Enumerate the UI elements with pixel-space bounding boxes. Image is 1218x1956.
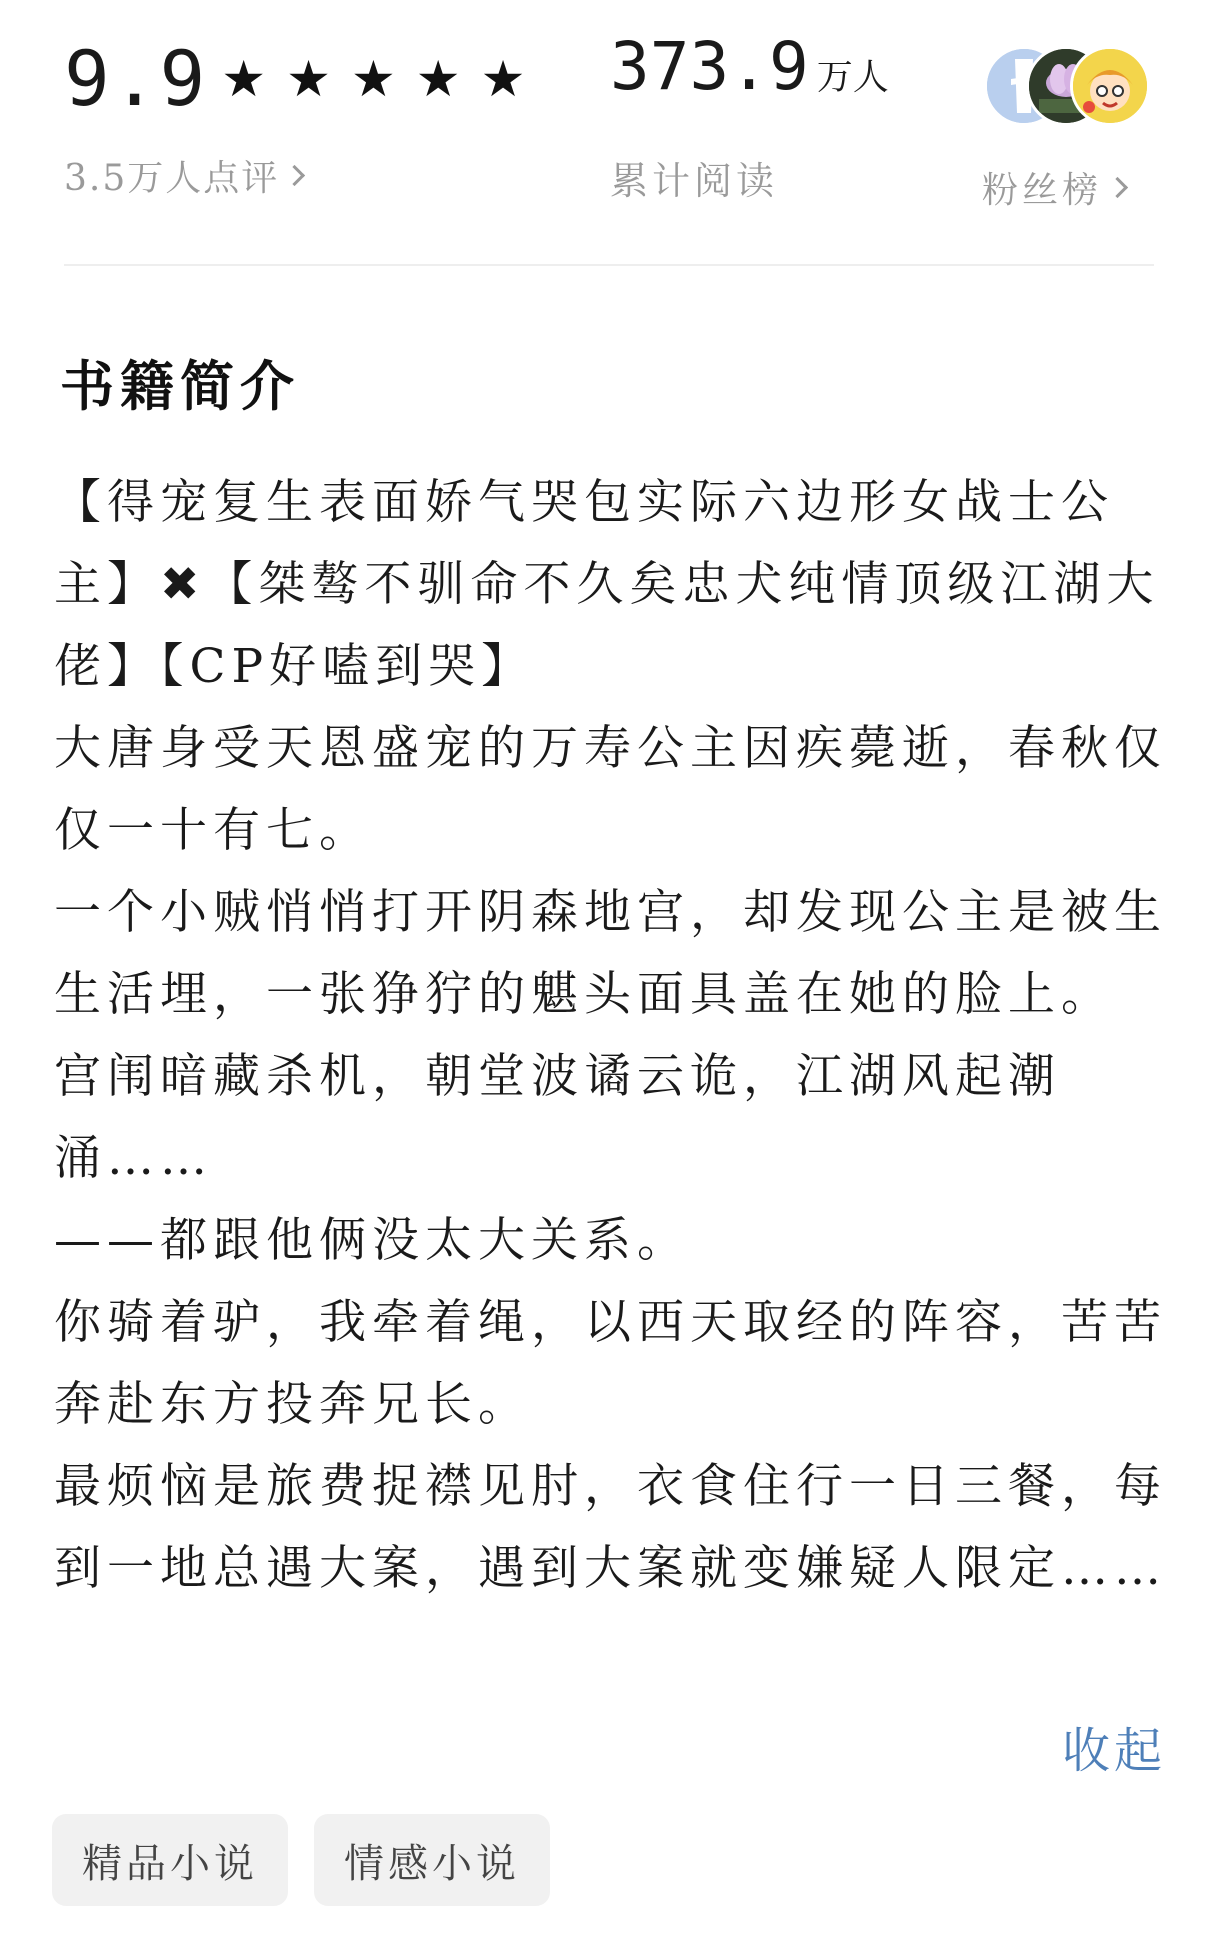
reads-label: 累计阅读 (610, 159, 779, 203)
review-count-link[interactable] (64, 150, 525, 201)
reads-value: 373.9 (610, 28, 809, 105)
star-icon: ★ (286, 50, 331, 108)
intro-paragraph: 【得宠复生表面娇气哭包实际六边形女战士公主】✖【桀骜不驯命不久矣忠犬纯情顶级江湖大佬】【CP好嗑到哭】 (54, 475, 1160, 694)
rating-stat[interactable] (64, 34, 525, 201)
rating-line (64, 34, 525, 124)
intro-paragraph: ——都跟他俩没太大关系。 (54, 1213, 690, 1268)
reads-stat (610, 28, 889, 205)
intro-title: 书籍简介 (60, 354, 300, 418)
star-icon: ★ (221, 50, 267, 108)
avatar (1070, 46, 1150, 126)
rating-score: 9.9 (64, 34, 208, 123)
tag-chip[interactable]: 情感小说 (314, 1814, 550, 1906)
intro-paragraph: 你骑着驴，我牵着绳，以西天取经的阵容，苦苦奔赴东方投奔兄长。 (54, 1295, 1167, 1432)
intro-paragraph: 一个小贼悄悄打开阴森地宫，却发现公主是被生生活埋，一张狰狞的魌头面具盖在她的脸上。 (54, 885, 1167, 1022)
tag-list (52, 1814, 550, 1906)
collapse-button[interactable]: 收起 (1062, 1723, 1167, 1779)
chevron-right-icon (284, 165, 305, 186)
intro-text (54, 462, 1174, 1610)
intro-paragraph: 最烦恼是旅费捉襟见肘，衣食住行一日三餐，每到一地总遇大案，遇到大案就变嫌疑人限定…… (54, 1459, 1167, 1596)
fan-avatars (964, 42, 1154, 122)
tag-chip[interactable]: 精品小说 (52, 1814, 288, 1906)
fans-label: 粉丝榜 (982, 170, 1103, 211)
star-icon: ★ (415, 50, 461, 108)
star-icon: ★ (480, 50, 526, 108)
intro-paragraph: 大唐身受天恩盛宠的万寿公主因疾薨逝，春秋仅仅一十有七。 (54, 721, 1167, 858)
fans-link[interactable] (982, 162, 1154, 213)
reads-unit: 万人 (816, 57, 889, 98)
book-stats-row (64, 28, 1154, 211)
reads-line (610, 28, 889, 124)
fans-ranking[interactable] (964, 42, 1154, 213)
rating-stars (221, 50, 526, 108)
review-count: 3.5万人点评 (64, 158, 280, 199)
intro-paragraph: 宫闱暗藏杀机，朝堂波谲云诡，江湖风起潮涌…… (54, 1049, 1061, 1186)
chevron-right-icon (1107, 177, 1128, 198)
star-icon: ★ (350, 50, 396, 108)
divider (64, 264, 1154, 266)
